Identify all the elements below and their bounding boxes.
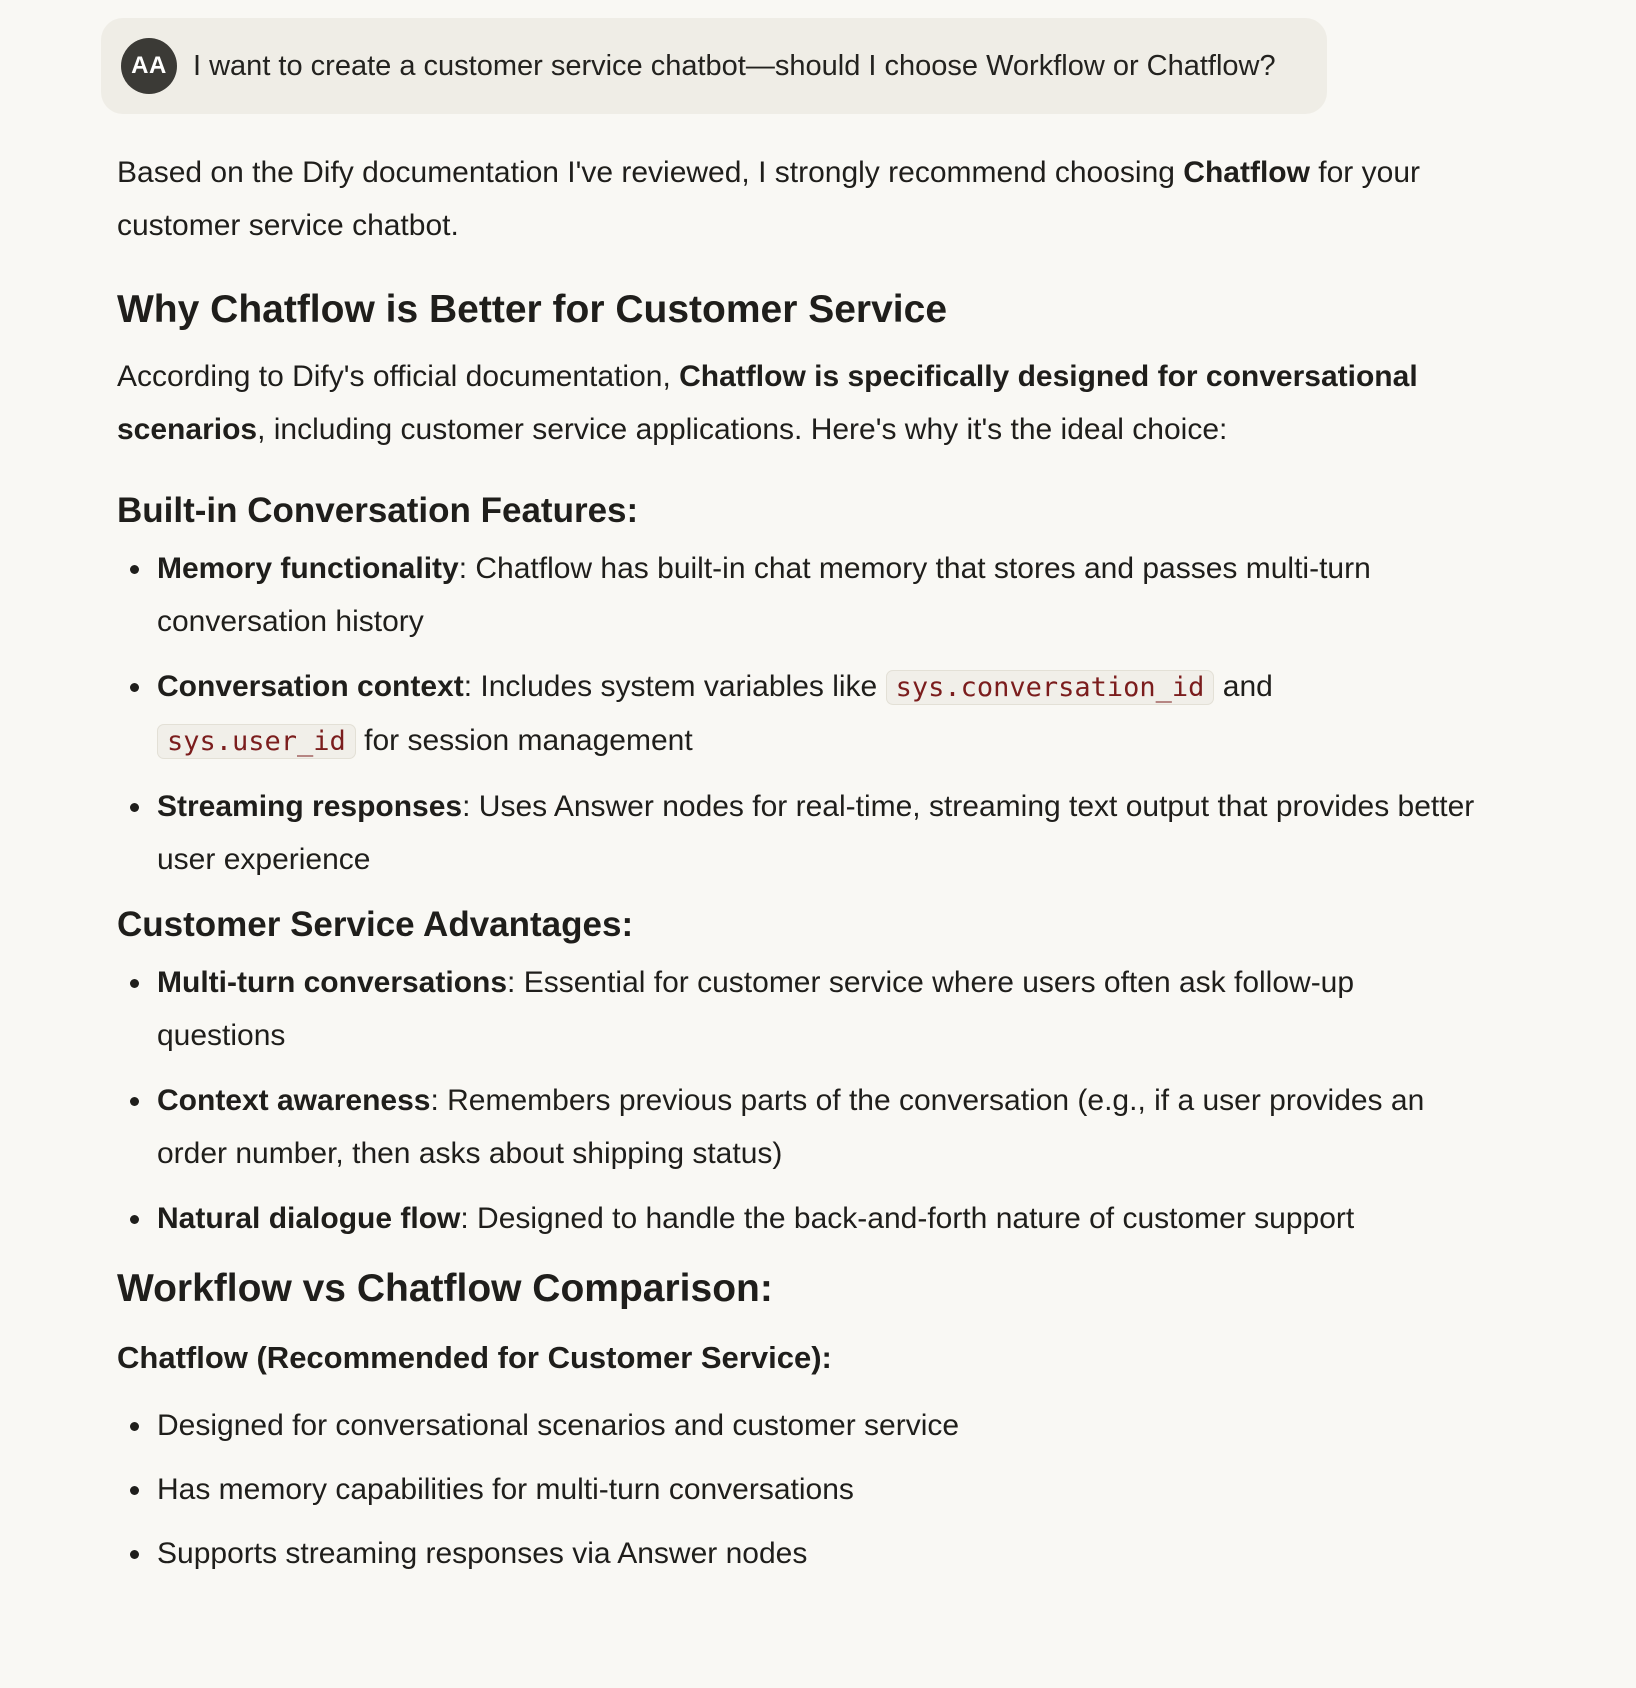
user-message-text: I want to create a customer service chatbot—should I choose Workflow or Chatflow?	[193, 49, 1276, 82]
item-title: Multi-turn conversations	[157, 966, 508, 999]
according-bold-text: Chatflow is specifically designed for conversational scenarios	[117, 360, 1418, 446]
item-text: : Remembers previous parts of the conversation (e.g., if a user provides an order number, then asks about shipping status)	[157, 1084, 1425, 1170]
list-item: Supports streaming responses via Answer nodes	[117, 1527, 1477, 1580]
item-text: : Chatflow has built-in chat memory that stores and passes multi-turn conversation history	[157, 552, 1371, 638]
item-text: : Includes system variables like	[463, 670, 886, 703]
code-conversation-id: sys.conversation_id	[886, 670, 1215, 705]
assistant-response	[117, 146, 1477, 1591]
list-item	[117, 1074, 1477, 1180]
list-item	[117, 542, 1477, 648]
item-title: Context awareness	[157, 1084, 431, 1117]
according-text-start: According to Dify's official documentation,	[117, 360, 680, 393]
heading-advantages: Customer Service Advantages:	[117, 905, 634, 944]
item-text: : Essential for customer service where users often ask follow-up questions	[157, 966, 1355, 1052]
advantages-list	[117, 956, 1477, 1245]
builtin-features-list	[117, 542, 1477, 886]
according-paragraph	[117, 350, 1477, 456]
item-text: for session management	[355, 724, 693, 757]
list-item	[117, 1192, 1477, 1245]
item-text: : Uses Answer nodes for real-time, streaming text output that provides better user experience	[157, 790, 1475, 876]
heading-chatflow-recommended: Chatflow (Recommended for Customer Service):	[117, 1340, 832, 1375]
heading-why-chatflow: Why Chatflow is Better for Customer Service	[117, 288, 948, 331]
item-title: Memory functionality	[157, 552, 459, 585]
intro-bold-chatflow: Chatflow	[1183, 156, 1310, 189]
intro-text-start: Based on the Dify documentation I've reviewed, I strongly recommend choosing	[117, 156, 1184, 189]
intro-paragraph	[117, 146, 1477, 252]
user-avatar: AA	[121, 38, 177, 94]
according-text-end: , including customer service applications. Here's why it's the ideal choice:	[257, 413, 1228, 446]
chatflow-list	[117, 1399, 1477, 1580]
list-item: Designed for conversational scenarios and customer service	[117, 1399, 1477, 1452]
user-message-bubble	[101, 18, 1327, 114]
heading-comparison: Workflow vs Chatflow Comparison:	[117, 1267, 773, 1310]
list-item	[117, 780, 1477, 886]
list-item: Has memory capabilities for multi-turn conversations	[117, 1463, 1477, 1516]
item-text: : Designed to handle the back-and-forth nature of customer support	[460, 1202, 1355, 1235]
list-item	[117, 956, 1477, 1062]
code-user-id: sys.user_id	[157, 724, 356, 759]
item-title: Natural dialogue flow	[157, 1202, 461, 1235]
item-title: Streaming responses	[157, 790, 463, 823]
list-item	[117, 660, 1477, 768]
intro-text-end: for your customer service chatbot.	[117, 156, 1420, 242]
item-text: and	[1214, 670, 1273, 703]
heading-builtin-features: Built-in Conversation Features:	[117, 491, 639, 530]
item-title: Conversation context	[157, 670, 464, 703]
